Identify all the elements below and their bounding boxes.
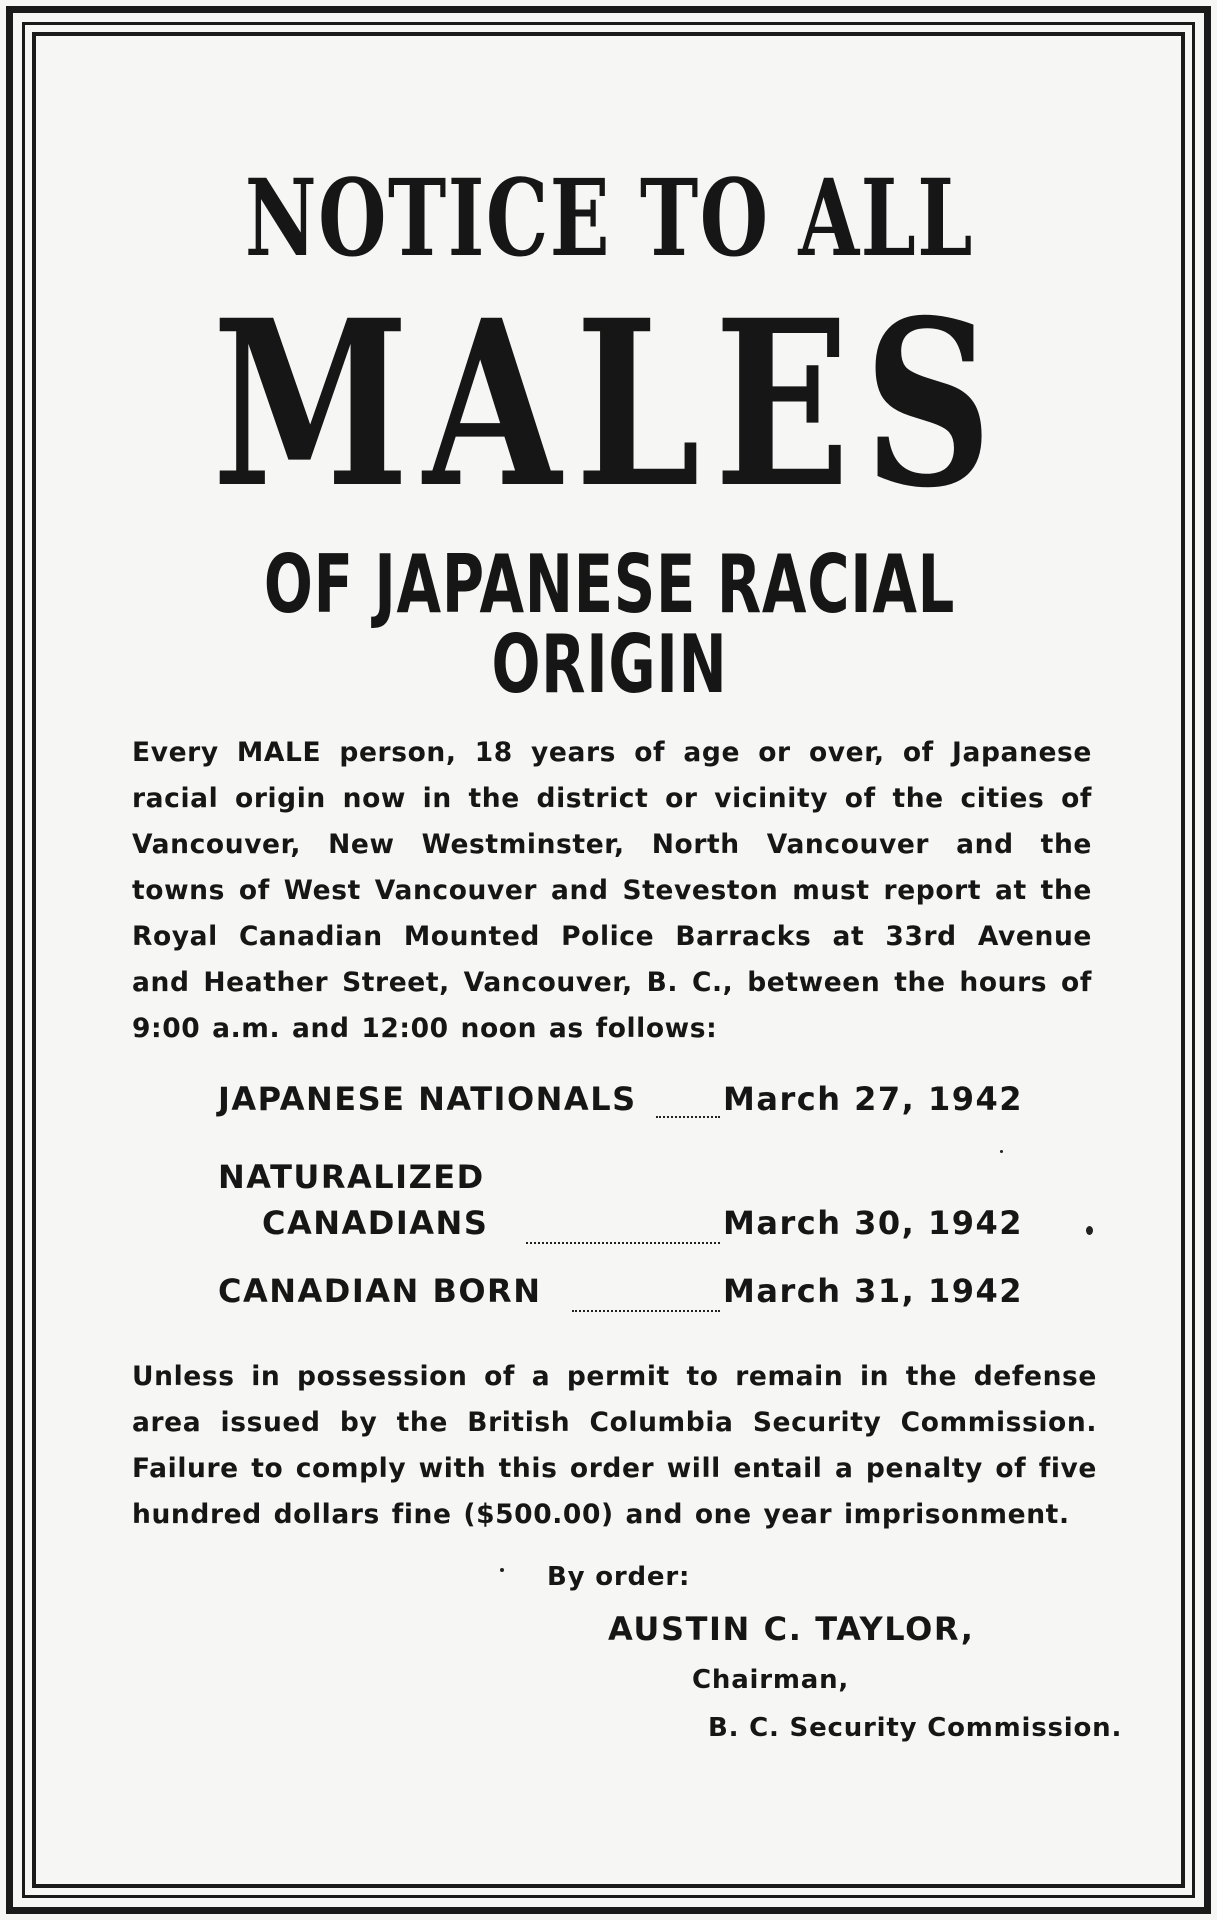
ink-speck <box>500 1568 504 1572</box>
ink-speck <box>1000 1150 1003 1153</box>
signatory-title: Chairman, <box>692 1665 850 1695</box>
schedule-row-japanese-nationals <box>218 1080 1023 1124</box>
schedule-date: March 27, 1942 <box>723 1080 1023 1118</box>
dotted-leader <box>572 1310 720 1312</box>
signatory-organization: B. C. Security Commission. <box>708 1713 1123 1743</box>
schedule-label: CANADIAN BORN <box>218 1272 542 1310</box>
ink-speck <box>1086 1226 1093 1235</box>
dotted-leader <box>656 1116 720 1118</box>
signatory-name: AUSTIN C. TAYLOR, <box>608 1610 975 1648</box>
schedule-label: JAPANESE NATIONALS <box>218 1080 637 1118</box>
reporting-instructions-paragraph: Every MALE person, 18 years of age or over, of Japanese racial origin now in the district or vicinity of the cities of Vancouver, New Westminster, North Vancouver and the towns of West Vancouver and Steveston must report at the Royal Canadian Mounted Police Barracks at 33rd Avenue and Heather Street, Vancouver, B. C., between the hours of 9:00 a.m. and 12:00 noon as follows: <box>132 737 1092 1044</box>
penalty-paragraph: Unless in possession of a permit to remain in the defense area issued by the British Columbia Security Commission. Failure to comply with this order will entail a penalty of five hundred dollars fine ($500.00) and one year imprisonment. <box>132 1361 1097 1530</box>
heading-notice-to-all: NOTICE TO ALL <box>244 155 974 280</box>
schedule-row-naturalized-canadians <box>218 1204 1023 1248</box>
by-order-label: By order: <box>547 1562 691 1592</box>
schedule-label: CANADIANS <box>262 1204 489 1242</box>
schedule-date: March 31, 1942 <box>723 1272 1023 1310</box>
schedule-label: NATURALIZED <box>218 1158 485 1196</box>
schedule-row-naturalized-line-1 <box>218 1158 1018 1202</box>
dotted-leader <box>526 1242 720 1244</box>
heading-racial-origin: OF JAPANESE RACIAL ORIGIN <box>263 538 956 711</box>
schedule-date: March 30, 1942 <box>723 1204 1023 1242</box>
schedule-row-canadian-born <box>218 1272 1023 1316</box>
heading-males: MALES <box>212 270 1007 538</box>
